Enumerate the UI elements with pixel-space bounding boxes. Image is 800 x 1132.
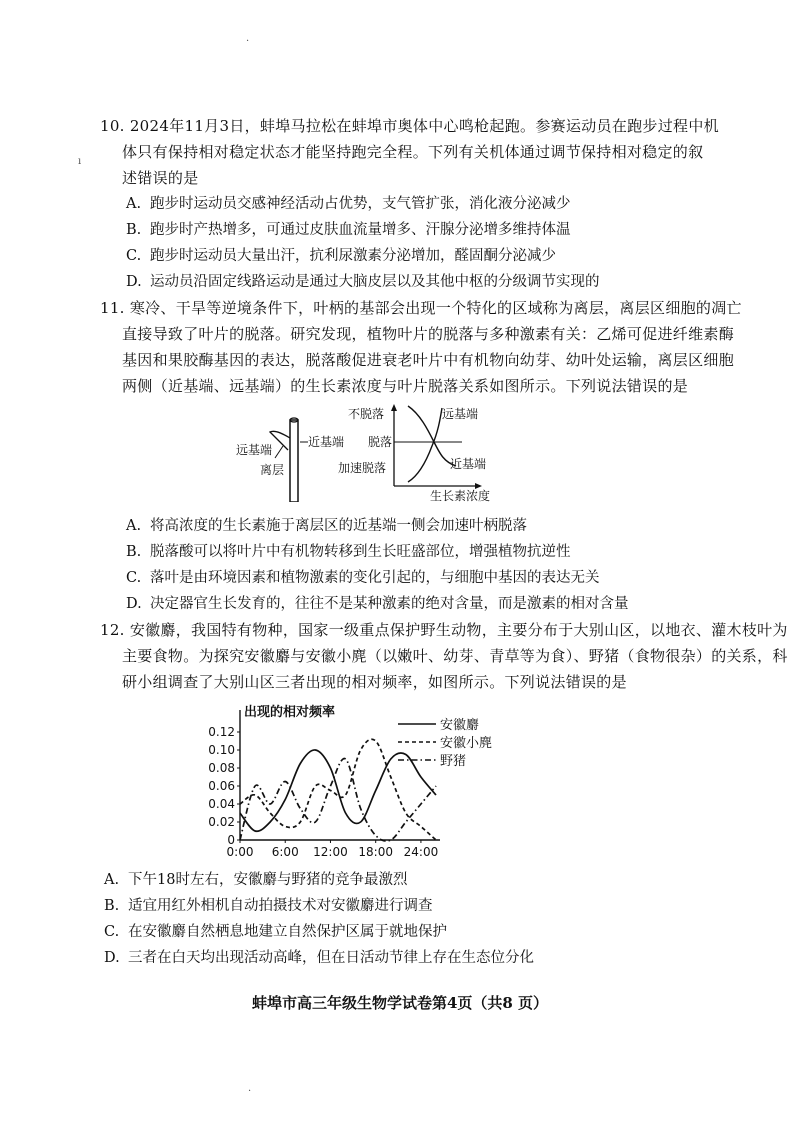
y-axis-arrow: [391, 404, 397, 411]
x-tick-label: 12:00: [313, 845, 348, 859]
x-tick-label: 24:00: [403, 845, 439, 859]
q12-option-c: C. 在安徽麝自然栖息地建立自然保护区属于就地保护: [104, 924, 447, 940]
y-label-no-fall: 不脱落: [348, 407, 385, 421]
q11-stem-line-4: 两侧（近基端、远基端）的生长素浓度与叶片脱落关系如图所示。下列说法错误的是: [122, 377, 689, 395]
series-line-3: [240, 759, 436, 841]
legend-label-3: 野猪: [440, 754, 467, 769]
q11-option-b: B. 脱落酸可以将叶片中有机物转移到生长旺盛部位，增强植物抗逆性: [126, 544, 571, 560]
x-label: 生长素浓度: [430, 489, 491, 502]
y-tick-label: 0: [227, 833, 235, 847]
legend-label-1: 安徽麝: [440, 718, 480, 733]
chart-axes: [208, 704, 440, 859]
q12-stem-line-1: 12. 安徽麝，我国特有物种，国家一级重点保护野生动物，主要分布于大别山区，以地衣、灌木枝叶为: [100, 621, 788, 639]
leaf-stalk: [270, 431, 290, 450]
label-layer: 离层: [260, 463, 285, 477]
chart-series: [240, 739, 436, 841]
y-tick-label: 0.10: [208, 743, 235, 757]
label-near-end: 近基端: [308, 435, 345, 449]
q10-option-d: D. 运动员沿固定线路运动是通过大脑皮层以及其他中枢的分级调节实现的: [126, 274, 600, 290]
scan-dot: ·: [246, 36, 250, 47]
series-line-1: [240, 750, 436, 831]
y-tick-label: 0.02: [208, 815, 235, 829]
q11-stem-line-1: 11. 寒冷、干旱等逆境条件下，叶柄的基部会出现一个特化的区域称为离层，离层区细胞的凋亡: [100, 299, 742, 317]
q12-stem-line-3: 研小组调查了大别山区三者出现的相对频率，如图所示。下列说法错误的是: [122, 673, 627, 691]
layer-pointer: [275, 446, 283, 458]
abscission-figure: [230, 402, 530, 502]
q12-option-a: A. 下午18时左右，安徽麝与野猪的竞争最激烈: [104, 872, 408, 888]
q10-stem-line-1: 10. 2024年11月3日，蚌埠马拉松在蚌埠市奥体中心鸣枪起跑。参赛运动员在跑步过程中机: [100, 117, 719, 135]
q11-stem-line-2: 直接导致了叶片的脱落。研究发现，植物叶片的脱落与多种激素有关：乙烯可促进纤维素酶: [122, 325, 735, 343]
q10-stem-line-2: 体只有保持相对稳定状态才能坚持跑完全程。下列有关机体通过调节保持相对稳定的叙: [122, 143, 704, 161]
q12-option-d: D. 三者在白天均出现活动高峰，但在日活动节律上存在生态位分化: [104, 950, 534, 966]
q12-stem-line-2: 主要食物。为探究安徽麝与安徽小麂（以嫩叶、幼芽、青草等为食）、野猪（食物很杂）的关系，科: [122, 647, 788, 665]
scan-dot-bottom: ·: [248, 1086, 252, 1097]
y-label-faster-fall: 加速脱落: [338, 461, 387, 475]
page-footer: 蚌埠市高三年级生物学试卷第4页（共8 页）: [251, 994, 549, 1012]
curve-label-near: 近基端: [450, 457, 487, 471]
scan-tick: ı: [78, 156, 82, 167]
y-tick-label: 0.08: [208, 761, 235, 775]
q11-option-d: D. 决定器官生长发育的，往往不是某种激素的绝对含量，而是激素的相对含量: [126, 596, 629, 612]
label-far-end: 远基端: [236, 443, 273, 457]
y-tick-label: 0.06: [208, 779, 235, 793]
relative-frequency-chart: [200, 702, 540, 862]
y-label-fall: 脱落: [368, 435, 393, 449]
legend-label-2: 安徽小麂: [440, 736, 493, 751]
y-axis-title: 出现的相对频率: [244, 705, 336, 720]
curve-far-end: [408, 408, 442, 482]
q11-option-c: C. 落叶是由环境因素和植物激素的变化引起的，与细胞中基因的表达无关: [126, 570, 600, 586]
q11-stem-line-3: 基因和果胶酶基因的表达，脱落酸促进衰老叶片中有机物向幼芽、幼叶处运输，离层区细胞: [122, 351, 735, 369]
x-tick-label: 6:00: [271, 845, 299, 859]
q11-option-a: A. 将高浓度的生长素施于离层区的近基端一侧会加速叶柄脱落: [126, 518, 527, 534]
curve-label-far: 远基端: [442, 407, 479, 421]
y-tick-label: 0.04: [208, 797, 235, 811]
q10-stem-line-3: 述错误的是: [122, 169, 199, 187]
x-tick-label: 18:00: [358, 845, 393, 859]
x-tick-label: 0:00: [226, 845, 254, 859]
q10-option-a: A. 跑步时运动员交感神经活动占优势，支气管扩张，消化液分泌减少: [126, 196, 571, 212]
q10-option-b: B. 跑步时产热增多，可通过皮肤血流量增多、汗腺分泌增多维持体温: [126, 222, 571, 238]
q12-option-b: B. 适宜用红外相机自动拍摄技术对安徽麝进行调查: [104, 898, 433, 914]
stem: [290, 420, 298, 502]
q10-option-c: C. 跑步时运动员大量出汗，抗利尿激素分泌增加，醛固酮分泌减少: [126, 248, 556, 264]
y-tick-label: 0.12: [208, 725, 235, 739]
